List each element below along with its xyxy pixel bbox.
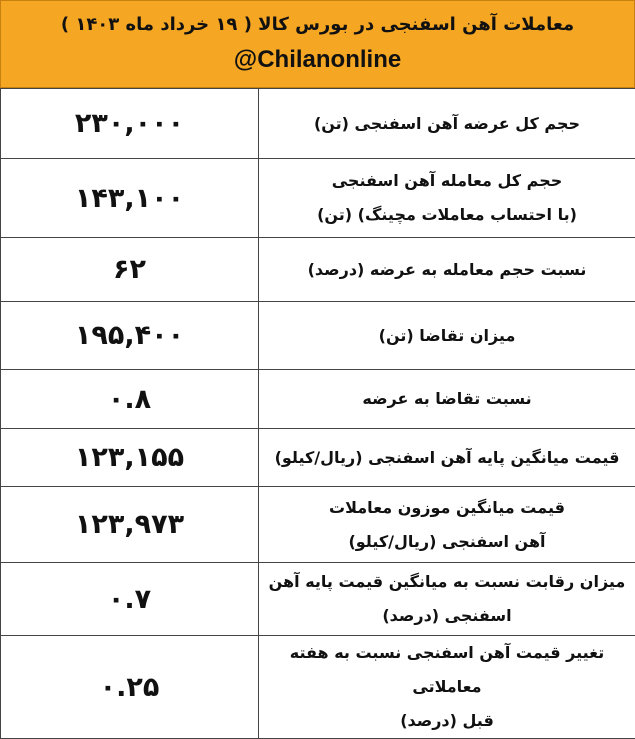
- table-row: [1, 302, 635, 370]
- row-label-line: نسبت حجم معامله به عرضه (درصد): [259, 253, 635, 287]
- row-value: ۱۲۳,۱۵۵: [1, 429, 259, 487]
- row-value: ۱۲۳,۹۷۳: [1, 487, 259, 563]
- row-label: [259, 429, 635, 487]
- row-label-line: (با احتساب معاملات مچینگ) (تن): [259, 198, 635, 232]
- row-label-line: قیمت میانگین موزون معاملات: [259, 491, 635, 525]
- row-value: ۱۴۳,۱۰۰: [1, 159, 259, 238]
- row-label: [259, 159, 635, 238]
- row-label: [259, 563, 635, 636]
- row-label-line: حجم کل عرضه آهن اسفنجی (تن): [259, 107, 635, 141]
- table-row: [1, 636, 635, 739]
- row-label: [259, 89, 635, 159]
- row-label-line: نسبت تقاضا به عرضه: [259, 382, 635, 416]
- table-row: [1, 89, 635, 159]
- row-label-line: قبل (درصد): [259, 704, 635, 738]
- row-label: [259, 636, 635, 739]
- table-row: [1, 370, 635, 429]
- row-label: [259, 302, 635, 370]
- table-row: [1, 563, 635, 636]
- table-row: [1, 159, 635, 238]
- row-value: ۰.۷: [1, 563, 259, 636]
- row-label-line: اسفنجی (درصد): [259, 599, 635, 633]
- report-title: معاملات آهن اسفنجی در بورس کالا ( ۱۹ خرداد ماه ۱۴۰۳ ): [61, 12, 574, 38]
- report-header: [0, 0, 635, 88]
- table-row: [1, 238, 635, 302]
- channel-handle: @Chilanonline: [234, 44, 401, 76]
- table-row: [1, 429, 635, 487]
- row-value: ۶۲: [1, 238, 259, 302]
- row-label-line: قیمت میانگین پایه آهن اسفنجی (ریال/کیلو): [259, 441, 635, 475]
- row-label-line: حجم کل معامله آهن اسفنجی: [259, 164, 635, 198]
- row-label: [259, 370, 635, 429]
- row-label-line: تغییر قیمت آهن اسفنجی نسبت به هفته معاملاتی: [259, 636, 635, 704]
- row-label: [259, 238, 635, 302]
- table-row: [1, 487, 635, 563]
- row-value: ۱۹۵,۴۰۰: [1, 302, 259, 370]
- row-value: ۰.۸: [1, 370, 259, 429]
- row-value: ۲۳۰,۰۰۰: [1, 89, 259, 159]
- row-label-line: میزان رقابت نسبت به میانگین قیمت پایه آهن: [259, 565, 635, 599]
- stats-table: [0, 88, 635, 739]
- row-label-line: آهن اسفنجی (ریال/کیلو): [259, 525, 635, 559]
- row-value: ۰.۲۵: [1, 636, 259, 739]
- row-label: [259, 487, 635, 563]
- row-label-line: میزان تقاضا (تن): [259, 319, 635, 353]
